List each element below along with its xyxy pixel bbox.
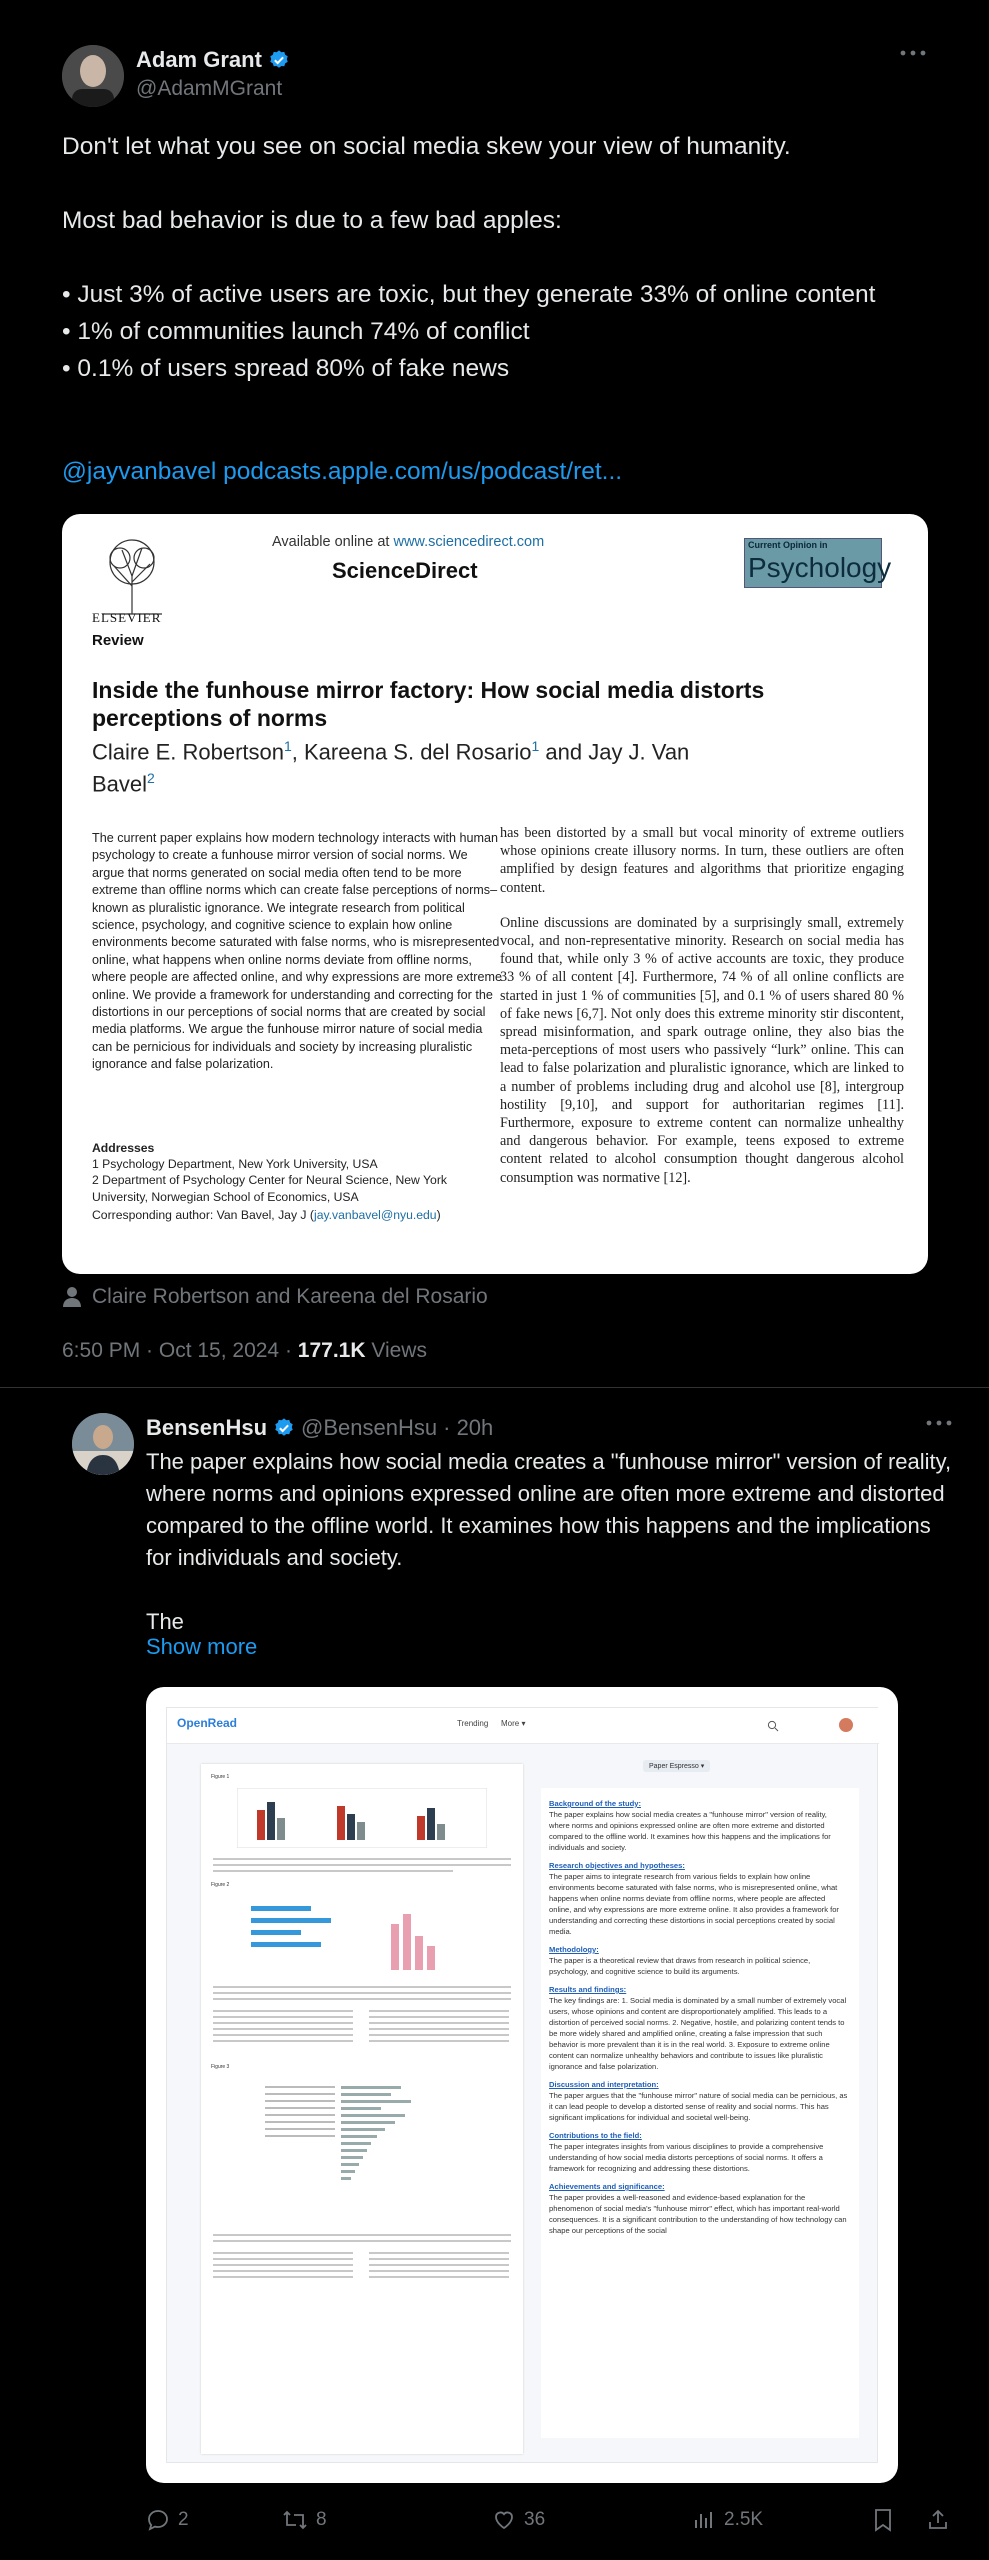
paper-title: Inside the funhouse mirror factory: How social media distorts perceptions of norms [92,677,765,731]
analytics-icon [692,2508,716,2532]
paper-espresso-tab: Paper Espresso ▾ [643,1760,710,1772]
reply-button[interactable] [146,2508,189,2532]
repost-button[interactable] [282,2508,327,2532]
reply-text [146,1446,956,1638]
paper-publisher: ELSEVIER [92,610,162,625]
openread-more: More ▾ [501,1719,526,1728]
views-label: Views [365,1339,427,1362]
tweet-line: Most bad behavior is due to a few bad apples: [62,207,562,234]
views-count: 177.1K [297,1339,366,1362]
like-count: 36 [524,2509,546,2530]
tweet-meta [62,1339,427,1363]
tweet-line: • 0.1% of users spread 80% of fake news [62,355,510,382]
views-button[interactable] [692,2508,763,2532]
openread-trending: Trending [457,1719,489,1728]
views-count: 2.5K [724,2509,764,2530]
like-button[interactable] [492,2508,545,2532]
reply-image[interactable] [146,1687,898,2483]
reply-line: The [146,1609,184,1634]
bookmark-button[interactable] [872,2508,894,2532]
author-avatar[interactable] [62,45,124,107]
reply-avatar[interactable] [72,1413,134,1475]
openread-window [166,1707,878,2463]
tagged-users-text[interactable]: Claire Robertson and Kareena del Rosario [92,1285,488,1308]
paper-body-column: has been distorted by a small but vocal minority of extreme outliers whose opinions create illusory norms. In turn, these outliers are often amplified by design features and algorithms that prioritize engaging content. Online discussions are dominated by a surprisingly small, extremely vocal, and non-representative minority. Research on social media has found that, while only 3 % of active accounts are toxic, they produce 33 % of all content [4]. Furthermore, 74 % of all online conflicts are started in just 1 % of communities [5], and 0.1 % of users shared 80 % of fake news [6,7]. Not only does this extreme minority stir discontent, spread misinformation, and spark outrage online, they also bias the meta-perceptions of most users who passively “lurk” online. This can lead to false polarization and pluralistic ignorance, which are linked to a number of problems including drug and alcohol use [8], intergroup hostility [9,10], and support for authoritarian regimes [11]. Furthermore, exposure to extreme content can normalize unhealthy and dangerous behavior. For example, teens exposed to extreme content related to alcohol consumption thought dangerous alcohol consumption was normative [12]. [500,825,904,1186]
tweet-line [62,165,922,202]
reply-count: 2 [178,2509,189,2530]
repost-icon [282,2508,308,2532]
reply-icon [146,2508,170,2532]
journal-badge: Current Opinion in Psychology [744,538,882,588]
paper-addresses: Addresses 1 Psychology Department, New York University, USA 2 Department of Psychology Center for Neural Science, New York University, Norwegian School of Economics, USA [92,1141,447,1204]
heart-icon [492,2508,516,2532]
summary-text: Background of the study: The paper explains how social media creates a "funhouse mirror" version of reality, where norms and opinions expressed online are often more extreme and distorted compared to the offline world. It examines how this happens and the implications for individuals and society. Research objectives and hypotheses: The paper aims to integrate research from various fields to explain how online environments become saturated with false norms, who is misrepresented online, what happens when online norms deviate from offline norms, where people are affected online, and why expressions are more extreme online. It also provides a framework for understanding and correcting these distortions in social perceptions created by social media. Methodology: The paper is a theoretical review that draws from research in political science, psychology, and cognitive science to build its arguments. Results and findings: The key findings are: 1. Social media is dominated by a small number of extremely vocal users, whose opinions and content are disproportionately amplified. This leads to a distortion of perceived social norms. 2. Negative, hostile, and polarizing content tends to be more widely shared and amplified online, creating a false impression that such behavior is more prevalent than it is in the real world. 3. Exposure to extreme online content can normalize unhealthy behaviors and contribute to issues like pluralistic ignorance and false polarization. Discussion and interpretation: The paper argues that the "funhouse mirror" nature of social media can be pernicious, as it can lead people to develop a distorted sense of reality and social norms. This has significant implications for individual and societal well-being. Contributions to the field: The paper integrates insights from various disciplines to provide a comprehensive understanding of how social media distorts perceptions of social norms. It offers a framework for recognizing and addressing these distortions. Achievements and significance: The paper provides a well-reasoned and evidence-based explanation for the phenomenon of social media's "funhouse mirror" effect, which has important real-world consequences. It is a significant contribution to the understanding of how technology can shape our perceptions of the social [549,1799,848,2235]
reply-line: The paper explains how social media creates a "funhouse mirror" version of reality, where norms and opinions expressed online are often more extreme and distorted compared to the offline world. It examines how this happens and the implications for individuals and society. [146,1449,952,1570]
reply-header [146,1415,493,1441]
openread-logo: OpenRead [177,1716,238,1730]
more-options-icon[interactable] [898,48,928,58]
reply-action-bar [146,2502,956,2542]
tagged-users[interactable] [62,1285,488,1309]
paper-brand: ScienceDirect [332,558,478,583]
paper-corresponding: Corresponding author: Van Bavel, Jay J (jay.vanbavel@nyu.edu) [92,1208,441,1222]
tweet-timestamp[interactable]: 6:50 PM · Oct 15, 2024 · [62,1339,298,1362]
search-icon [767,1720,779,1732]
paper-authors: Claire E. Robertson$^1$, Kareena S. del Rosario$^1$ and Jay J. Van Bavel$^2$ [92,738,690,797]
reply-time[interactable]: · 20h [443,1415,494,1440]
person-icon [62,1286,82,1308]
tweet-line [62,239,922,276]
paper-abstract: The current paper explains how modern technology interacts with human psychology to create a funhouse mirror version of social norms. We argue that norms generated on social media often tend to be more extreme than offline norms which can create false perceptions of norms–known as pluralistic ignorance. We integrate research from political science, psychology, and cognitive science to explain how online environments become saturated with false norms, who is misrepresented online, what happens when online norms deviate from offline norms, where people are affected online, and why expressions are more extreme online. We provide a framework for understanding and correcting for the distortions in our perceptions of social norms that are created by social media platforms. We argue the funhouse mirror nature of social media can be pernicious for individuals and society by increasing pluralistic ignorance and false polarization. [92,831,502,1072]
tweet-link[interactable]: @jayvanbavel podcasts.apple.com/us/podcast/ret... [62,458,623,485]
share-icon [926,2508,950,2532]
tweet-line: • Just 3% of active users are toxic, but they generate 33% of online content [62,281,876,308]
show-more-link[interactable]: Show more [146,1634,258,1659]
author-name[interactable]: Adam Grant [136,47,262,72]
reply-author-handle[interactable]: @BensenHsu [301,1415,438,1440]
verified-badge-icon [273,1417,295,1439]
bookmark-icon [872,2508,894,2532]
more-options-icon[interactable] [924,1418,954,1428]
pdf-page: Figure 1 Figure 2 Figure 3 [201,1764,523,2454]
user-avatar [839,1718,853,1732]
tweet-line: Don't let what you see on social media skew your view of humanity. [62,133,791,160]
openread-topbar [167,1708,879,1744]
paper-image[interactable] [62,514,928,1274]
tweet-text [62,128,922,387]
author-name-row[interactable] [136,47,290,73]
paper-section: Review [92,632,144,649]
verified-badge-icon [268,49,290,71]
share-button[interactable] [926,2508,950,2532]
paper-available-online: Available online at www.sciencedirect.com [272,534,545,550]
repost-count: 8 [316,2509,327,2530]
reply-line [146,1574,956,1606]
tweet-line: • 1% of communities launch 74% of conflict [62,318,530,345]
author-handle[interactable]: @AdamMGrant [136,77,283,100]
reply-author-name[interactable]: BensenHsu [146,1415,268,1440]
divider [0,1387,989,1388]
